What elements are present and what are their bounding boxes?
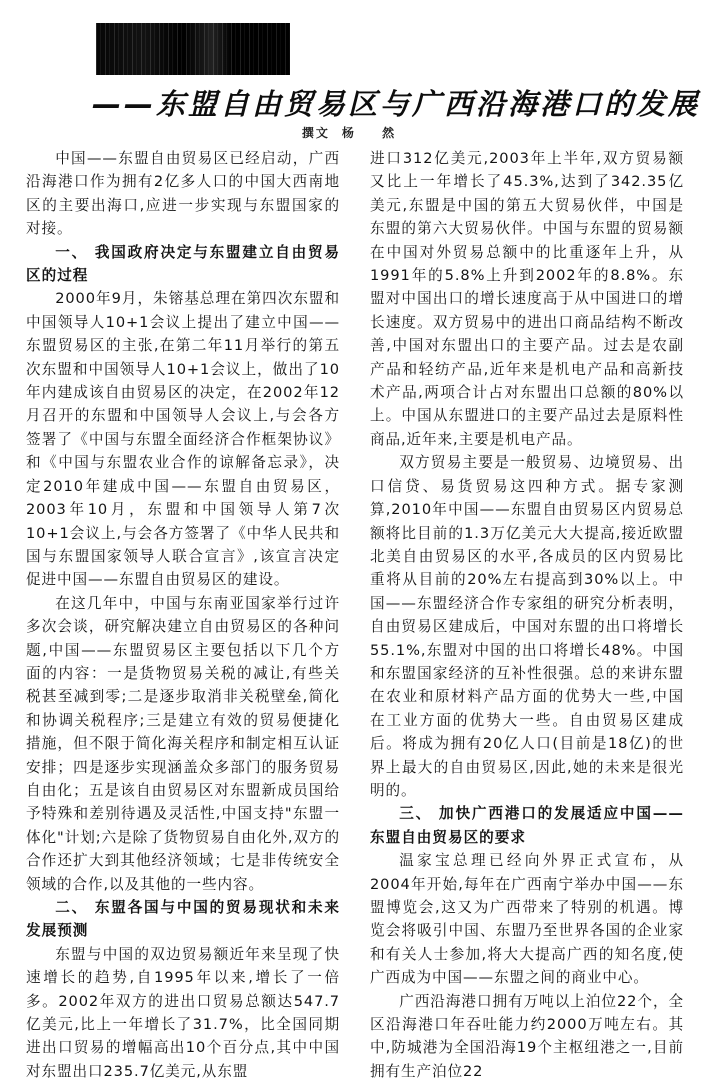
paragraph: 广西沿海港口拥有万吨以上泊位22个，全区沿海港口年吞吐能力约2000万吨左右。其中,防城港为全国沿海19个主枢纽港之一,目前拥有生产泊位22 — [370, 992, 684, 1080]
paragraph: 2000年9月，朱镕基总理在第四次东盟和中国领导人10+1会议上提出了建立中国——东盟贸易区的主张,在第二年11月举行的第五次东盟和中国领导人10+1会议上，做出了10年内建成该自由贸易区的决定，在2002年12月召开的东盟和中国领导人会议上,与会各方签署了《中国与东盟全面经济合作框架协议》和《中国与东盟农业合作的谅解备忘录》，决定2010年建成中国——东盟自由贸易区，2003年10月，东盟和中国领导人第7次10+1会议上,与会各方签署了《中华人民共和国与东盟国家领导人联合宣言》,该宣言决定促进中国——东盟自由贸易区的建设。 — [26, 290, 340, 589]
paragraph-intro: 中国——东盟自由贸易区已经启动，广西沿海港口作为拥有2亿多人口的中国大西南地区的主要出海口,应进一步实现与东盟国家的对接。 — [26, 150, 340, 238]
section-heading-2: 二、 东盟各国与中国的贸易现状和未来发展预测 — [26, 899, 340, 940]
left-column — [26, 147, 340, 1083]
paragraph: 温家宝总理已经向外界正式宣布，从2004年开始,每年在广西南宁举办中国——东盟博览会,这又为广西带来了特别的机遇。博览会将吸引中国、东盟乃至世界各国的企业家和有关人士参加,将大大提高广西的知名度,使广西成为中国——东盟之间的商业中心。 — [370, 852, 684, 987]
paragraph: 东盟与中国的双边贸易额近年来呈现了快速增长的趋势,自1995年以来,增长了一倍多。2002年双方的进出口贸易总额达547.7亿美元,比上一年增长了31.7%，比全国同期进出口贸易的增幅高出10个百分点,其中中国对东盟出口235.7亿美元,从东盟 — [26, 945, 340, 1080]
byline-label: 撰文 — [301, 126, 330, 140]
article-subtitle: ——东盟自由贸易区与广西沿海港口的发展 — [92, 87, 701, 121]
author-name: 杨 然 — [341, 126, 407, 140]
byline — [0, 124, 708, 141]
paragraph-continued: 进口312亿美元,2003年上半年,双方贸易额又比上一年增长了45.3%,达到了342.35亿美元,东盟是中国的第五大贸易伙伴，中国是东盟的第六大贸易伙伴。中国与东盟的贸易额在中国对外贸易总额中的比重逐年上升，从1991年的5.8%上升到2002年的8.8%。东盟对中国出口的增长速度高于从中国进口的增长速度。双方贸易中的进出口商品结构不断改善,中国对东盟出口的主要产品。过去是农副产品和轻纺产品,近年来是机电产品和高新技术产品,两项合计占对东盟出口总额的80%以上。中国从东盟进口的主要产品过去是原料性商品,近年来,主要是机电产品。 — [370, 150, 684, 448]
header-banner-image — [96, 23, 290, 75]
paragraph: 双方贸易主要是一般贸易、边境贸易、出口信贷、易货贸易这四种方式。据专家测算,2010年中国——东盟自由贸易区内贸易总额将比目前的1.3万亿美元大大提高,接近欧盟北美自由贸易区的水平,各成员的区内贸易比重将从目前的20%左右提高到30%以上。中国——东盟经济合作专家组的研究分析表明，自由贸易区建成后，中国对东盟的出口将增长55.1%,东盟对中国的出口将增长48%。中国和东盟国家经济的互补性很强。总的来讲东盟在农业和原材料产品方面的优势大一些,中国在工业方面的优势大一些。自由贸易区建成后。将成为拥有20亿人口(目前是18亿)的世界上最大的自由贸易区,因此,她的未来是很光明的。 — [370, 454, 684, 799]
section-heading-1: 一、 我国政府决定与东盟建立自由贸易区的过程 — [26, 243, 340, 285]
right-column — [370, 147, 684, 1083]
section-heading-3: 三、 加快广西港口的发展适应中国——东盟自由贸易区的要求 — [370, 805, 684, 846]
paragraph: 在这几年中，中国与东南亚国家举行过许多次会谈，研究解决建立自由贸易区的各种问题,中国——东盟贸易区主要包括以下几个方面的内容：一是货物贸易关税的减让,有些关税甚至减到零;二是逐步取消非关税壁垒,简化和协调关税程序;三是建立有效的贸易便捷化措施，但不限于简化海关程序和制定相互认证安排；四是逐步实现涵盖众多部门的服务贸易自由化；五是该自由贸易区对东盟新成员国给予特殊和差别待遇及灵活性,中国支持"东盟一体化"计划;六是除了货物贸易自由化外,双方的合作还扩大到其他经济领域；七是非传统安全领域的合作,以及其他的一些内容。 — [26, 594, 340, 893]
